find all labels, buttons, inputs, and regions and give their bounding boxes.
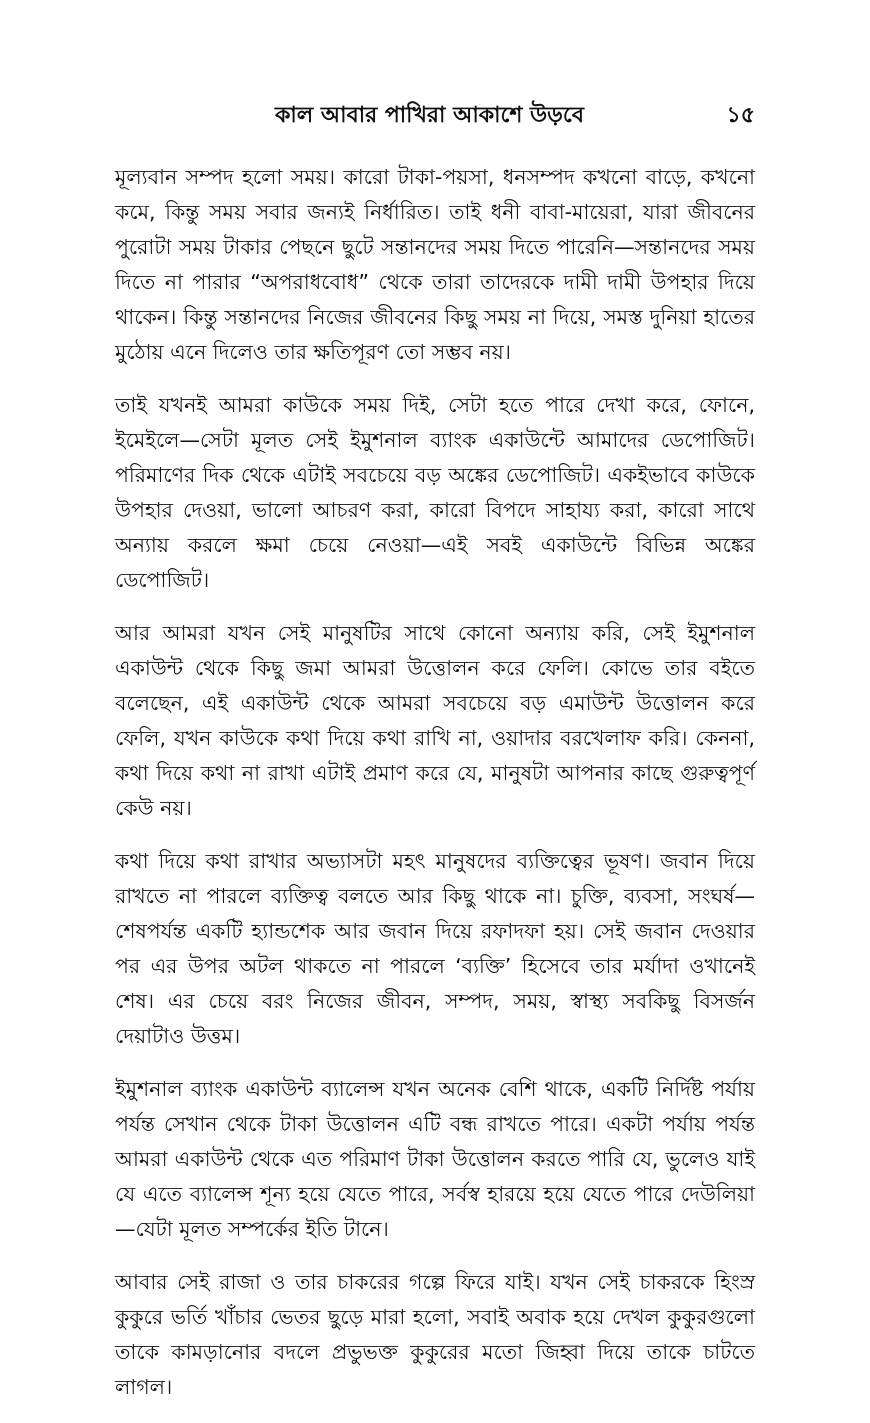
running-header xyxy=(115,98,755,138)
paragraph: মূল্যবান সম্পদ হলো সময়। কারো টাকা-পয়সা, ধনসম্পদ কখনো বাড়ে, কখনো কমে, কিন্তু সময় সবার জন্যই নির্ধারিত। তাই ধনী বাবা-মায়েরা, যারা জীবনের পুরোটা সময় টাকার পেছনে ছুটে সন্তানদের সময় দিতে পারেনি—সন্তানদের সময় দিতে না পারার “অপরাধবোধ” থেকে তারা তাদেরকে দামী দামী উপহার দিয়ে থাকেন। কিন্তু সন্তানদের নিজের জীবনের কিছু সময় না দিয়ে, সমস্ত দুনিয়া হাতের মুঠোয় এনে দিলেও তার ক্ষতিপূরণ তো সম্ভব নয়। xyxy=(115,165,755,364)
page-number: ১৫ xyxy=(726,103,755,128)
paragraph: কথা দিয়ে কথা রাখার অভ্যাসটা মহৎ মানুষদের ব্যক্তিত্বের ভূষণ। জবান দিয়ে রাখতে না পারলে ব্যক্তিত্ব বলতে আর কিছু থাকে না। চুক্তি, ব্যবসা, সংঘর্ষ—শেষপর্যন্ত একটি হ্যান্ডশেক আর জবান দিয়ে রফাদফা হয়। সেই জবান দেওয়ার পর এর উপর অটল থাকতে না পারলে ‘ব্যক্তি’ হিসেবে তার মর্যাদা ওখানেই শেষ। এর চেয়ে বরং নিজের জীবন, সম্পদ, সময়, স্বাস্থ্য সবকিছু বিসর্জন দেয়াটাও উত্তম। xyxy=(115,849,755,1048)
paragraph: তাই যখনই আমরা কাউকে সময় দিই, সেটা হতে পারে দেখা করে, ফোনে, ইমেইলে—সেটা মূলত সেই ইমুশনাল ব্যাংক একাউন্টে আমাদের ডেপোজিট। পরিমাণের দিক থেকে এটাই সবচেয়ে বড় অঙ্কের ডেপোজিট। একইভাবে কাউকে উপহার দেওয়া, ভালো আচরণ করা, কারো বিপদে সাহায্য করা, কারো সাথে অন্যায় করলে ক্ষমা চেয়ে নেওয়া—এই সবই একাউন্টে বিভিন্ন অঙ্কের ডেপোজিট। xyxy=(115,393,755,592)
book-title: কাল আবার পাখিরা আকাশে উড়বে xyxy=(275,103,584,128)
paragraph: আবার সেই রাজা ও তার চাকরের গল্পে ফিরে যাই। যখন সেই চাকরকে হিংস্র কুকুরে ভর্তি খাঁচার ভেতর ছুড়ে মারা হলো, সবাই অবাক হয়ে দেখল কুকুরগুলো তাকে কামড়ানোর বদলে প্রভুভক্ত কুকুরের মতো জিহ্বা দিয়ে তাকে চাটতে লাগল। xyxy=(115,1270,755,1399)
paragraph: ইমুশনাল ব্যাংক একাউন্ট ব্যালেন্স যখন অনেক বেশি থাকে, একটি নির্দিষ্ট পর্যায় পর্যন্ত সেখান থেকে টাকা উত্তোলন এটি বন্ধ রাখতে পারে। একটা পর্যায় পর্যন্ত আমরা একাউন্ট থেকে এত পরিমাণ টাকা উত্তোলন করতে পারি যে, ভুলেও যাই যে এতে ব্যালেন্স শূন্য হয়ে যেতে পারে, সর্বস্ব হারয়ে হয়ে যেতে পারে দেউলিয়া—যেটা মূলত সম্পর্কের ইতি টানে। xyxy=(115,1077,755,1241)
paragraph: আর আমরা যখন সেই মানুষটির সাথে কোনো অন্যায় করি, সেই ইমুশনাল একাউন্ট থেকে কিছু জমা আমরা উত্তোলন করে ফেলি। কোভে তার বইতে বলেছেন, এই একাউন্ট থেকে আমরা সবচেয়ে বড় এমাউন্ট উত্তোলন করে ফেলি, যখন কাউকে কথা দিয়ে কথা রাখি না, ওয়াদার বরখেলাফ করি। কেননা, কথা দিয়ে কথা না রাখা এটাই প্রমাণ করে যে, মানুষটা আপনার কাছে গুরুত্বপূর্ণ কেউ নয়। xyxy=(115,621,755,820)
body-text xyxy=(115,160,755,1423)
